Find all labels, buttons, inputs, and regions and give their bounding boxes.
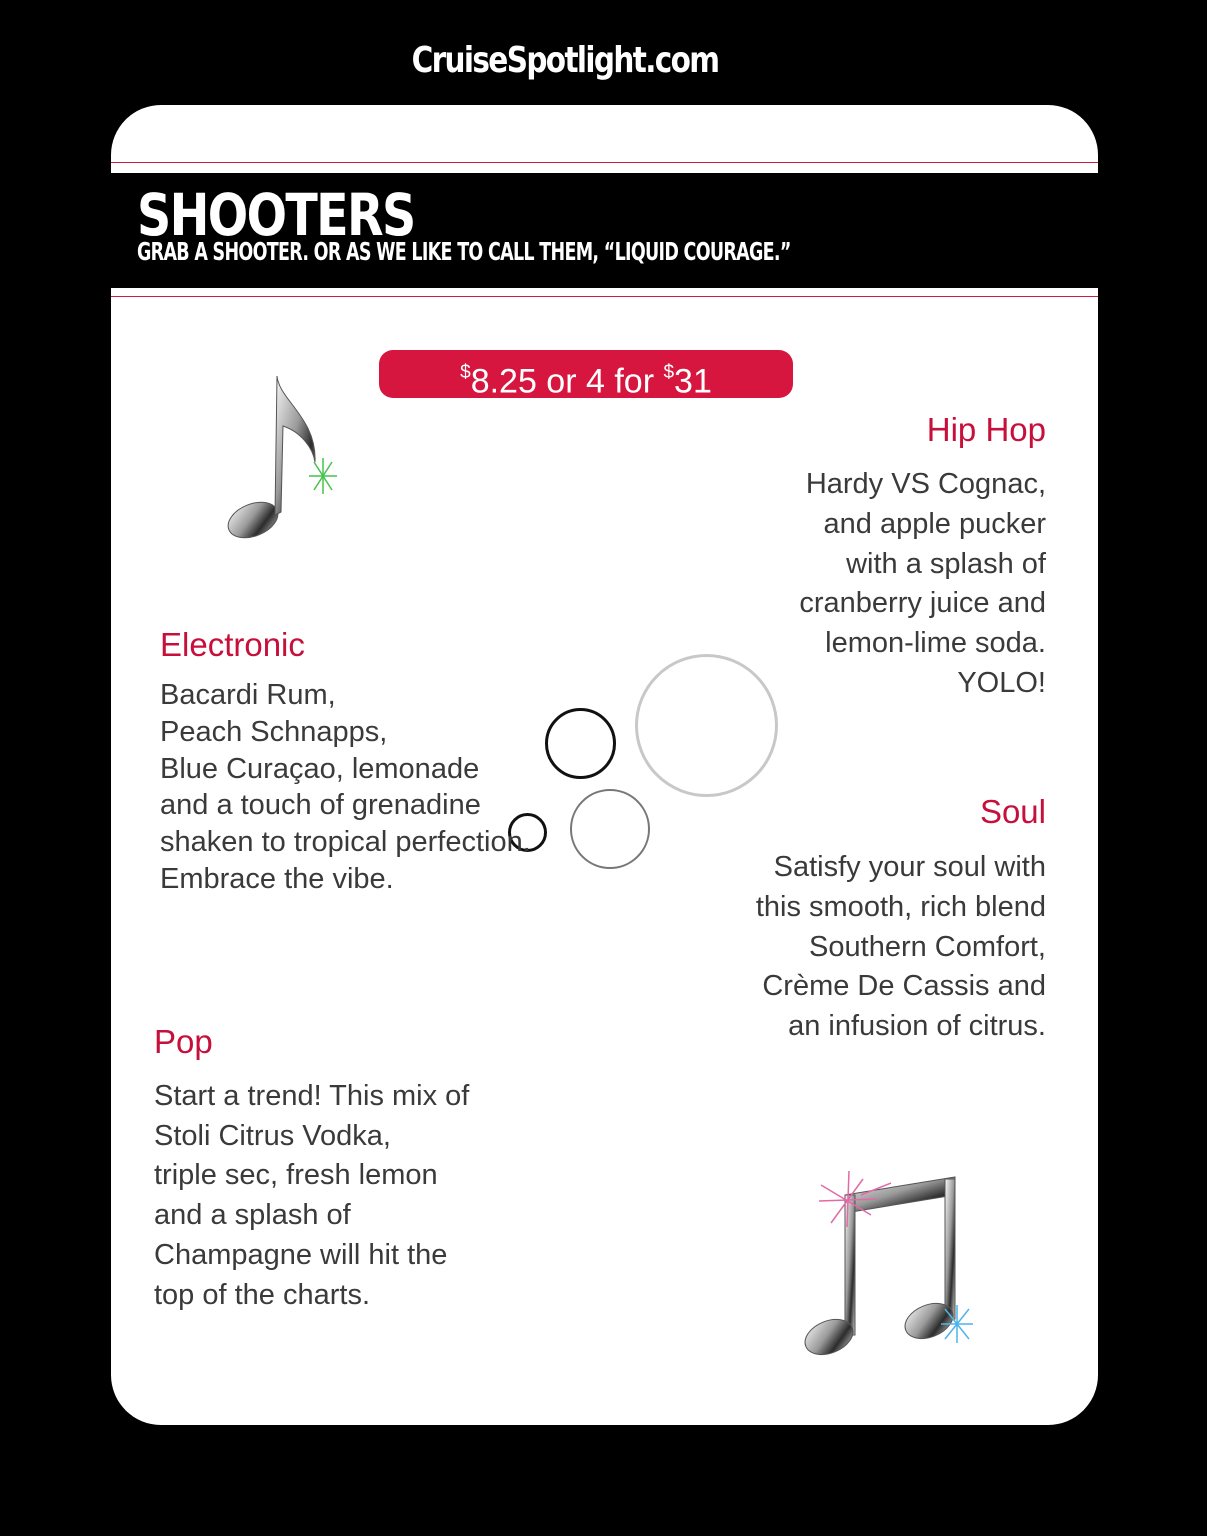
- beamed-notes-icon: [801, 1165, 981, 1360]
- menu-card: [111, 105, 1098, 1425]
- drink-name-electronic: Electronic: [160, 626, 305, 663]
- drink-desc-pop: Start a trend! This mix of Stoli Citrus Vodka, triple sec, fresh lemon and a splash of Champagne will hit the top of the charts.: [154, 1080, 470, 1311]
- bottom-rule: [111, 296, 1098, 297]
- top-rule: [111, 162, 1098, 163]
- section-title: SHOOTERS: [137, 181, 415, 249]
- drink-name-soul: Soul: [979, 793, 1046, 830]
- drink-desc-hip-hop: Hardy VS Cognac, and apple pucker with a splash of cranberry juice and lemon-lime soda. YOLO!: [799, 468, 1046, 699]
- drink-name-hip-hop: Hip Hop: [926, 411, 1046, 448]
- price-badge: $8.25 or 4 for $31: [379, 350, 793, 398]
- site-name: CruiseSpotlight.com: [411, 40, 719, 81]
- section-header: [111, 173, 1098, 288]
- section-subtitle: GRAB A SHOOTER. OR AS WE LIKE TO CALL THEM, “LIQUID COURAGE.”: [137, 237, 791, 266]
- drink-desc-soul: Satisfy your soul with this smooth, rich blend Southern Comfort, Crème De Cassis and an infusion of citrus.: [755, 851, 1046, 1043]
- drink-name-pop: Pop: [154, 1023, 213, 1060]
- eighth-note-icon: [221, 370, 341, 540]
- drink-desc-electronic: Bacardi Rum, Peach Schnapps, Blue Curaçao, lemonade and a touch of grenadine shaken to tropical perfection. Embrace the vibe.: [160, 679, 531, 895]
